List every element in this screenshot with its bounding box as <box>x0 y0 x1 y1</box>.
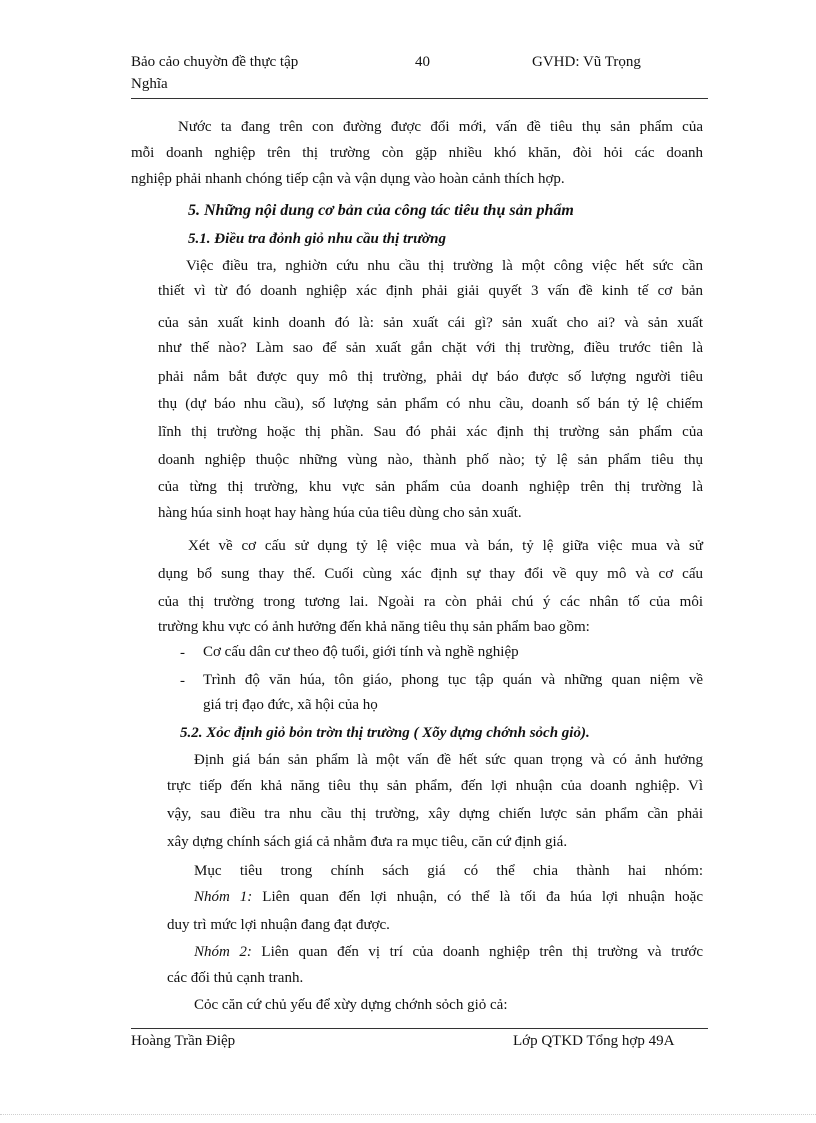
header-title: Bảo cảo chuyờn đề thực tập <box>131 54 299 70</box>
para-structure-line: dụng bổ sung thay thế. Cuối cùng xác định sự thay đổi về quy mô và cơ cấu <box>158 566 703 582</box>
group1-label: Nhóm 1: <box>194 889 253 905</box>
intro-line-1: Nước ta đang trên con đường được đổi mới, vấn đề tiêu thụ sản phẩm của <box>178 119 703 135</box>
group1-line <box>194 890 703 905</box>
para-structure-line: Xét về cơ cấu sử dụng tỷ lệ việc mua và bán, tỷ lệ giữa việc mua và sử <box>188 538 703 554</box>
para-5-1-line: doanh nghiệp thuộc những vùng nào, thành phố nào; tỷ lệ sản phẩm tiêu thụ <box>158 452 703 468</box>
heading-5-1: 5.1. Điều tra đỏnh giỏ nhu cầu thị trường <box>188 231 446 247</box>
para-5-1-line: thiết vì từ đó doanh nghiệp xác định phải giải quyết 3 vấn đề kinh tế cơ bản <box>158 283 703 299</box>
para-structure-line: trường khu vực có ảnh hưởng đến khả năng tiêu thụ sản phẩm bao gồm: <box>158 619 590 635</box>
bullet-item-cont: giá trị đạo đức, xã hội của họ <box>203 697 378 713</box>
header-advisor: GVHD: Vũ Trọng <box>532 54 641 70</box>
para-5-1-line: phải nắm bắt được quy mô thị trường, phải dự báo được số lượng người tiêu <box>158 369 703 385</box>
heading-5: 5. Những nội dung cơ bản của công tác tiêu thụ sản phẩm <box>188 202 574 219</box>
page-number: 40 <box>415 54 430 70</box>
para-5-1-line: lĩnh thị trường hoặc thị phần. Sau đó phải xác định thị trường sản phẩm của <box>158 424 703 440</box>
intro-line-2: mỗi doanh nghiệp trên thị trường còn gặp nhiều khó khăn, đòi hỏi các doanh <box>131 145 703 161</box>
footer-class: Lớp QTKD Tổng hợp 49A <box>513 1033 675 1049</box>
para-5-2-line: vậy, sau điều tra nhu cầu thị trường, xây dựng chiến lược sản phẩm cần phải <box>167 806 703 822</box>
header-rule <box>131 98 708 99</box>
page-bottom-edge <box>0 1114 816 1115</box>
bullet-item: Cơ cấu dân cư theo độ tuổi, giới tính và nghề nghiệp <box>203 644 519 660</box>
para-5-2-line: Định giá bán sản phẩm là một vấn đề hết sức quan trọng và có ảnh hưởng <box>194 752 703 768</box>
para-5-1-line: của từng thị trường, khu vực sản phẩm của doanh nghiệp trên thị trường là <box>158 479 703 495</box>
para-structure-line: của thị trường trong tương lai. Ngoài ra còn phải chú ý các nhân tố của môi <box>158 594 703 610</box>
bullet-dash: - <box>180 645 185 661</box>
group1-text: Liên quan đến lợi nhuận, có thể là tối đa húa lợi nhuận hoặc <box>252 889 703 905</box>
group2-label: Nhóm 2: <box>194 944 252 960</box>
goals-line: Mục tiêu trong chính sách giá có thể chia thành hai nhóm: <box>194 863 703 879</box>
intro-line-3: nghiệp phải nhanh chóng tiếp cận và vận dụng vào hoàn cảnh thích hợp. <box>131 171 565 187</box>
para-5-1-line: hàng húa sinh hoạt hay hàng húa của tiêu dùng cho sản xuất. <box>158 505 522 521</box>
group2-line <box>194 945 703 960</box>
group2-text: Liên quan đến vị trí của doanh nghiệp trên thị trường và trước <box>251 944 703 960</box>
basis-line: Cỏc căn cứ chủ yếu để xừy dựng chớnh sỏch giỏ cả: <box>194 997 508 1013</box>
para-5-2-line: trực tiếp đến khả năng tiêu thụ sản phẩm, đến lợi nhuận của doanh nghiệp. Vì <box>167 778 703 794</box>
heading-5-2: 5.2. Xỏc định giỏ bỏn trờn thị trường ( Xõy dựng chớnh sỏch giỏ). <box>180 725 590 741</box>
para-5-1-line: Việc điều tra, nghiờn cứu nhu cầu thị trường là một công việc hết sức cần <box>186 258 703 274</box>
group2-cont: các đối thủ cạnh tranh. <box>167 970 304 986</box>
bullet-item: Trình độ văn húa, tôn giáo, phong tục tập quán và những quan niệm về <box>203 672 703 688</box>
footer-author: Hoàng Trần Điệp <box>131 1033 236 1049</box>
bullet-dash: - <box>180 673 185 689</box>
header-title-cont: Nghĩa <box>131 76 168 92</box>
para-5-1-line: thụ (dự báo nhu cầu), số lượng sản phẩm có nhu cầu, doanh số bán tỷ lệ chiếm <box>158 396 703 412</box>
group1-cont: duy trì mức lợi nhuận đang đạt được. <box>167 917 390 933</box>
para-5-1-line: như thế nào? Làm sao để sản xuất gắn chặt với thị trường, điều trước tiên là <box>158 340 703 356</box>
para-5-2-line: xây dựng chính sách giá cả nhằm đưa ra mục tiêu, căn cứ định giá. <box>167 834 568 850</box>
footer-rule <box>131 1028 708 1029</box>
para-5-1-line: của sản xuất kinh doanh đó là: sản xuất cái gì? sản xuất cho ai? và sản xuất <box>158 315 703 331</box>
